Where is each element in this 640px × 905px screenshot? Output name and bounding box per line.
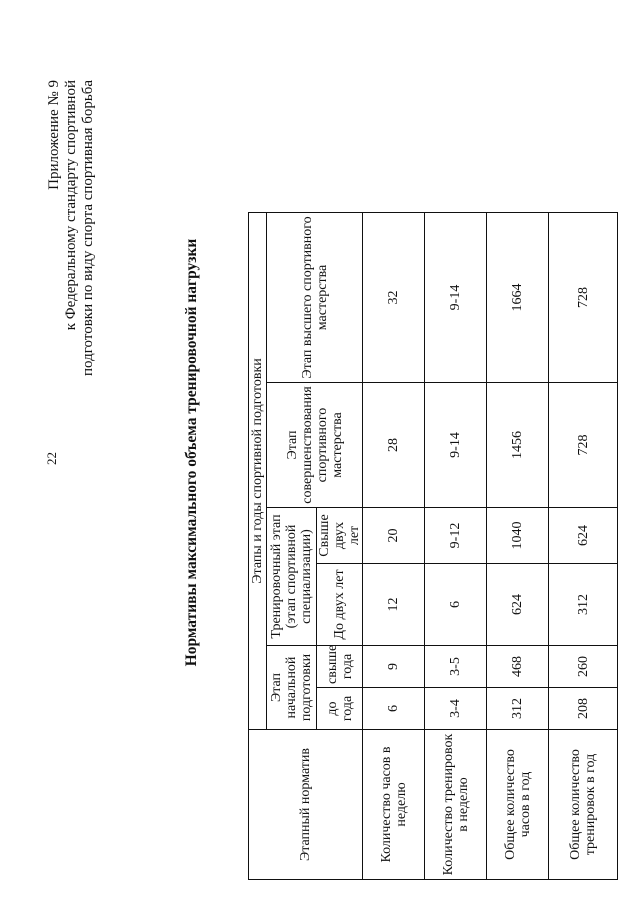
cell-value: 12 <box>363 564 425 646</box>
stage-initial: Этап начальной подготовки <box>267 646 317 730</box>
row-label: Количество тренировок в неделю <box>425 730 487 880</box>
cell-value: 468 <box>487 646 549 688</box>
norms-table <box>248 212 618 880</box>
cell-value: 728 <box>549 383 618 508</box>
cell-value: 624 <box>487 564 549 646</box>
table-row <box>363 212 425 879</box>
cell-value: 20 <box>363 508 425 564</box>
cell-value: 6 <box>425 564 487 646</box>
table-row <box>425 212 487 879</box>
cell-value: 3-4 <box>425 688 487 730</box>
cell-value: 312 <box>487 688 549 730</box>
document-title: Нормативы максимального объема тренировочной нагрузки <box>183 238 200 667</box>
cell-value: 1456 <box>487 383 549 508</box>
page-number: 22 <box>44 452 59 465</box>
appendix-line-2: к Федеральному стандарту спортивной <box>63 80 79 331</box>
sub-training-over: Свыше двух лет <box>317 508 363 564</box>
cell-value: 3-5 <box>425 646 487 688</box>
cell-value: 28 <box>363 383 425 508</box>
cell-value: 1040 <box>487 508 549 564</box>
cell-value: 9-14 <box>425 212 487 382</box>
cell-value: 9-14 <box>425 383 487 508</box>
cell-value: 208 <box>549 688 618 730</box>
stage-training: Тренировочный этап (этап спортивной специализации) <box>267 508 317 646</box>
cell-value: 6 <box>363 688 425 730</box>
header-group: Этапы и годы спортивной подготовки <box>249 212 267 729</box>
cell-value: 9-12 <box>425 508 487 564</box>
row-label: Количество часов в неделю <box>363 730 425 880</box>
cell-value: 728 <box>549 212 618 382</box>
cell-value: 624 <box>549 508 618 564</box>
appendix-line-3: подготовки по виду спорта спортивная борьба <box>80 80 96 376</box>
header-row-1 <box>249 212 267 879</box>
stage-higher: Этап высшего спортивного мастерства <box>267 212 363 382</box>
cell-value: 260 <box>549 646 618 688</box>
stage-improvement: Этап совершенствования спортивного мастерства <box>267 383 363 508</box>
appendix-line-1: Приложение № 9 <box>46 80 62 190</box>
table-row <box>487 212 549 879</box>
cell-value: 1664 <box>487 212 549 382</box>
sub-initial-upto: до года <box>317 688 363 730</box>
header-label: Этапный норматив <box>249 730 363 880</box>
sub-initial-over: свыше года <box>317 646 363 688</box>
table-row <box>549 212 618 879</box>
sub-training-upto: До двух лет <box>317 564 363 646</box>
cell-value: 312 <box>549 564 618 646</box>
cell-value: 32 <box>363 212 425 382</box>
cell-value: 9 <box>363 646 425 688</box>
row-label: Общее количество тренировок в год <box>549 730 618 880</box>
appendix-header <box>46 80 97 540</box>
row-label: Общее количество часов в год <box>487 730 549 880</box>
